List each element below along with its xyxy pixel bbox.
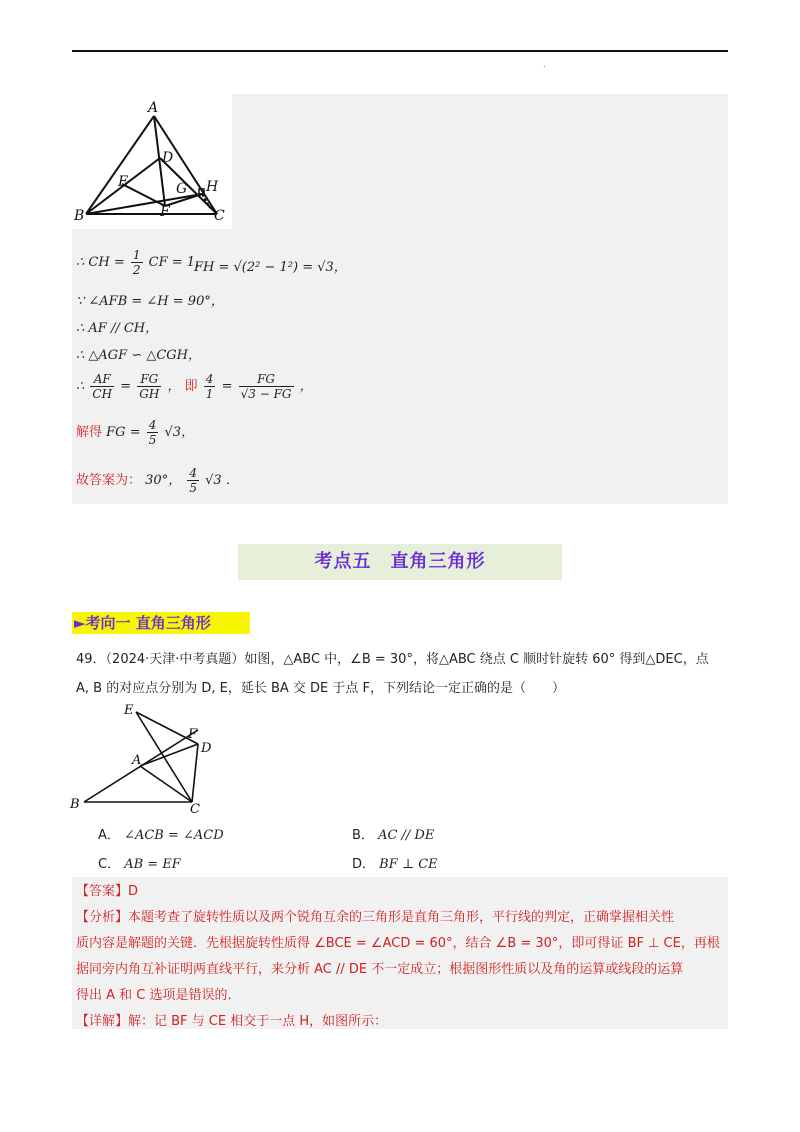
- option-d[interactable]: D． BF ⊥ CE: [352, 857, 438, 872]
- analysis-line-4: 得出 A 和 C 选项是错误的．: [76, 988, 241, 1003]
- fig2-label-B: B: [70, 797, 80, 812]
- option-b[interactable]: B． AC // DE: [352, 828, 435, 843]
- fig2-label-C: C: [190, 802, 200, 817]
- figure-2: [68, 700, 228, 818]
- detail-line: 【详解】解：记 BF 与 CE 相交于一点 H，如图所示：: [76, 1014, 388, 1029]
- fig1-label-A: A: [148, 100, 159, 116]
- direction-heading: ►考向一 直角三角形: [74, 614, 211, 632]
- fig1-label-E: E: [118, 174, 129, 190]
- solution-line-1b: FH = √(2² − 1²) = √3，: [194, 260, 347, 275]
- option-a[interactable]: A． ∠ACB = ∠ACD: [98, 828, 224, 843]
- fig1-label-B: B: [74, 208, 85, 224]
- solution-line-2: ∵ ∠AFB = ∠H = 90°，: [76, 294, 224, 309]
- fig1-label-D: D: [162, 150, 174, 166]
- fig2-label-A: A: [132, 753, 142, 768]
- fig1-label-H: H: [206, 179, 219, 195]
- analysis-line-1: 【分析】本题考查了旋转性质以及两个锐角互余的三角形是直角三角形，平行线的判定，正确掌握相关性: [76, 910, 675, 925]
- fig2-label-D: D: [201, 741, 212, 756]
- section-heading: 考点五 直角三角形: [314, 551, 486, 572]
- fig1-label-C: C: [214, 208, 225, 224]
- solution-line-5: ∴ $\frac{AF}{CH}$ = $\frac{FG}{GH}$ ， 即 $\frac{4}{1}$ = $\frac{FG}{√3 - FG}$ ，: [76, 372, 313, 401]
- option-c[interactable]: C． AB = EF: [98, 857, 181, 872]
- answer-line: 【答案】D: [76, 884, 139, 899]
- analysis-line-3: 据同旁内角互补证明两直线平行，来分析 AC // DE 不一定成立；根据图形性质以及角的运算或线段的运算: [76, 962, 684, 977]
- figure-1: [72, 96, 232, 226]
- analysis-line-2: 质内容是解题的关键．先根据旋转性质得 ∠BCE = ∠ACD = 60°，结合 ∠B = 30°，即可得证 BF ⊥ CE，再根: [76, 936, 720, 951]
- fig2-label-F: F: [188, 727, 198, 742]
- solution-line-1: ∴ CH = $\frac{1}{2}$ CF = 1，: [76, 248, 209, 277]
- fig1-label-F: F: [160, 204, 170, 220]
- fig2-label-E: E: [124, 703, 134, 718]
- header-dot: .: [543, 60, 546, 69]
- header-rule: [72, 50, 728, 52]
- answer-box: [72, 877, 728, 1029]
- question-line-1: 49．（2024·天津·中考真题）如图，△ABC 中，∠B = 30°，将△ABC 绕点 C 顺时针旋转 60° 得到△DEC，点: [76, 652, 709, 667]
- fig1-label-G: G: [176, 181, 188, 197]
- solution-line-7: 故答案为： 30°， $\frac{4}{5}$ √3 ．: [76, 466, 239, 495]
- solution-line-3: ∴ AF // CH，: [76, 321, 159, 336]
- solution-line-6: 解得 FG = $\frac{4}{5}$ √3，: [76, 418, 195, 447]
- solution-line-4: ∴ △AGF ∽ △CGH，: [76, 348, 202, 363]
- question-line-2: A, B 的对应点分别为 D, E，延长 BA 交 DE 于点 F，下列结论一定正确的是（ ）: [76, 681, 566, 696]
